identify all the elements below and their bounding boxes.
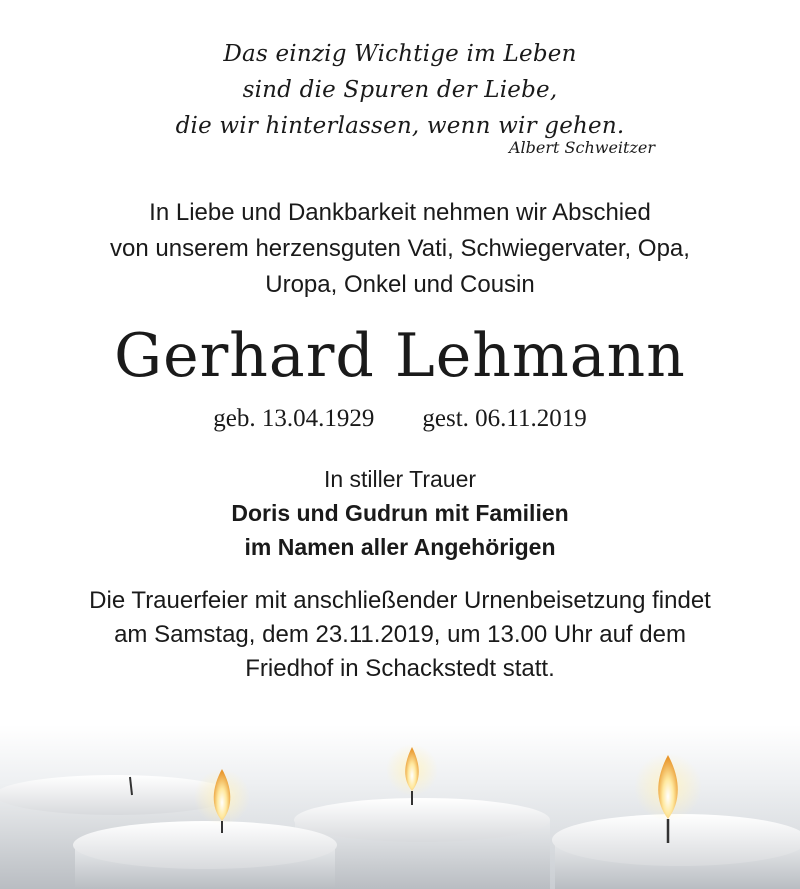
candles-image [0, 725, 800, 889]
farewell-line: Uropa, Onkel und Cousin [265, 271, 535, 298]
service-line: am Samstag, dem 23.11.2019, um 13.00 Uhr auf dem [114, 621, 686, 648]
service-line: Friedhof in Schackstedt statt. [245, 655, 555, 682]
life-dates [0, 402, 800, 436]
mourners [0, 462, 800, 564]
funeral-service-info [0, 584, 800, 686]
quote-line: sind die Spuren der Liebe, [242, 77, 558, 103]
birth-date: geb. 13.04.1929 [213, 405, 375, 432]
deceased-name: Gerhard Lehmann [114, 321, 686, 391]
death-date: gest. 06.11.2019 [422, 405, 587, 432]
service-line: Die Trauerfeier mit anschließender Urnenbeisetzung findet [89, 587, 711, 614]
mourners-line: im Namen aller Angehörigen [244, 534, 556, 560]
quote-line: die wir hinterlassen, wenn wir gehen. [175, 113, 625, 139]
mourners-line: Doris und Gudrun mit Familien [231, 500, 569, 526]
farewell-text [0, 195, 800, 303]
quote-author: Albert Schweitzer [508, 138, 655, 157]
quote [0, 36, 800, 144]
mourning-heading: In stiller Trauer [323, 466, 477, 492]
farewell-line: In Liebe und Dankbarkeit nehmen wir Abschied [149, 199, 651, 226]
farewell-line: von unserem herzensguten Vati, Schwiegervater, Opa, [110, 235, 690, 262]
quote-line: Das einzig Wichtige im Leben [223, 41, 577, 67]
